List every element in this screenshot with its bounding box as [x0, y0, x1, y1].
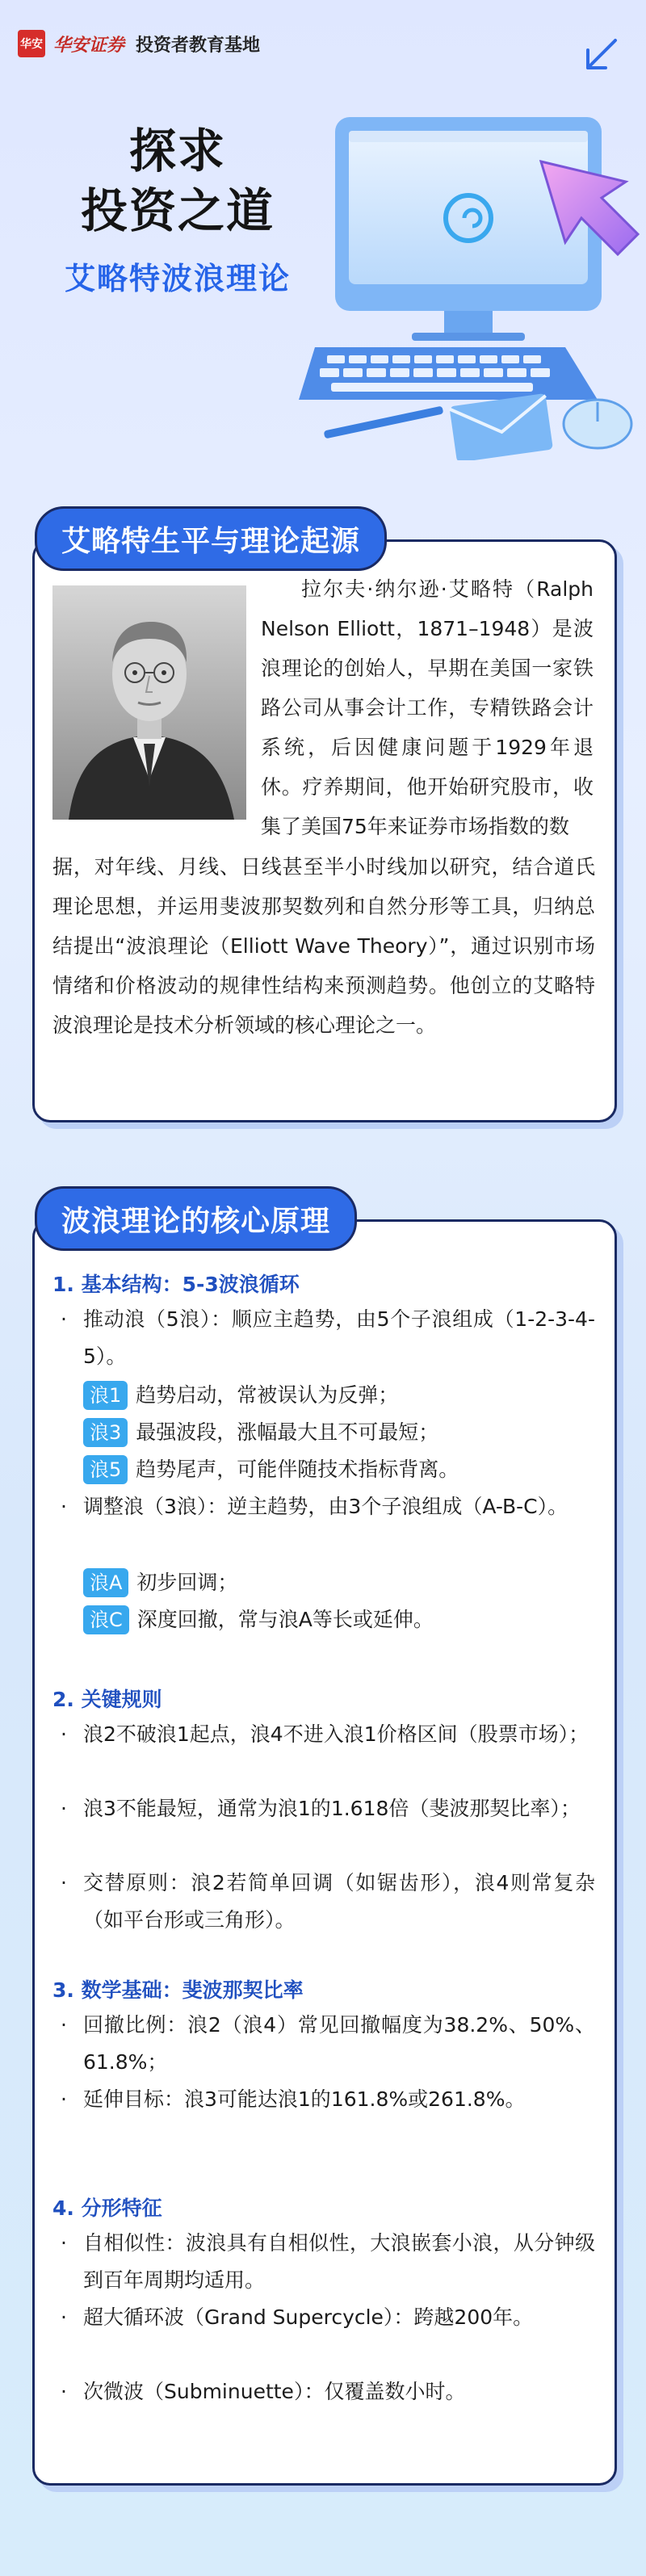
bullet-dot-icon: ·	[61, 2087, 67, 2111]
wave-1-text: 趋势启动，常被误认为反弹；	[136, 1383, 399, 1407]
brand-bar	[18, 27, 260, 60]
corrective-wave-text: 调整浪（3浪）：逆主趋势，由3个子浪组成（A-B-C）。	[83, 1495, 568, 1518]
wave-1-row	[83, 1377, 398, 1414]
hero-title-block	[32, 121, 323, 298]
elliott-bio-text-right: 拉尔夫·纳尔逊·艾略特（Ralph Nelson Elliott，1871–1948）是波浪理论的创始人，早期在美国一家铁路公司从事会计工作，专精铁路会计系统，后因健康问题于1929年退休。疗养期间，他开始研究股市，收集了美国75年来证券市场指数的数	[261, 577, 594, 838]
bullet-dot-icon: ·	[61, 2013, 67, 2037]
arrow-down-left-icon	[581, 36, 620, 74]
wave-3-text: 最强波段，涨幅最大且不可最短；	[136, 1420, 439, 1444]
list-item	[52, 2081, 595, 2118]
wave-5-row	[83, 1451, 459, 1488]
bullet-dot-icon: ·	[61, 2380, 67, 2403]
wave-principles-card	[32, 1204, 617, 2486]
bullet-dot-icon: ·	[61, 1307, 67, 1331]
wave-c-tag: 浪C	[83, 1605, 129, 1634]
bullet-dot-icon: ·	[61, 1495, 67, 1518]
wave-a-text: 初步回调；	[136, 1571, 238, 1594]
bullet-dot-icon: ·	[61, 1797, 67, 1820]
wave-a-tag: 浪A	[83, 1568, 128, 1597]
list-item	[52, 2373, 595, 2410]
bullet-dot-icon: ·	[61, 1871, 67, 1894]
brand-seal-text: 华安	[20, 38, 43, 51]
wave-c-text: 深度回撤，常与浪A等长或延伸。	[136, 1608, 434, 1631]
impulse-wave-text: 推动浪（5浪）：顺应主趋势，由5个子浪组成（1-2-3-4-5）。	[83, 1307, 595, 1368]
wave-5-tag: 浪5	[83, 1455, 128, 1484]
computer-illustration	[299, 105, 646, 460]
section-basic-structure-title: 1. 基本结构：5-3波浪循环	[52, 1273, 300, 1296]
wave-principles-heading: 波浪理论的核心原理	[35, 1186, 357, 1251]
wave-1-tag: 浪1	[83, 1381, 128, 1410]
section-fractal-title: 4. 分形特征	[52, 2196, 162, 2220]
wave-a-row	[83, 1564, 237, 1601]
brand-name: 华安证券	[53, 34, 125, 56]
elliott-bio-heading: 艾略特生平与理论起源	[35, 506, 387, 571]
brand-seal-logo	[18, 30, 45, 57]
wave-3-tag: 浪3	[83, 1418, 128, 1447]
bullet-dot-icon: ·	[61, 1722, 67, 1746]
list-item	[52, 2225, 595, 2299]
rule-2-text: 浪3不能最短，通常为浪1的1.618倍（斐波那契比率）；	[83, 1797, 581, 1820]
elliott-bio-text-full: 据，对年线、月线、日线甚至半小时线加以研究，结合道氏理论思想，并运用斐波那契数列和自然分形等工具，归纳总结提出“波浪理论（Elliott Wave Theory）”，通过识别市场情绪和价格波动的规律性结构来预测趋势。他创立的艾略特波浪理论是技术分析领域的核心理论之一。	[52, 855, 595, 1037]
list-item	[52, 1865, 595, 1939]
elliott-portrait-photo	[52, 585, 246, 820]
section-fibonacci-title: 3. 数学基础：斐波那契比率	[52, 1978, 304, 2002]
extension-text: 延伸目标：浪3可能达浪1的161.8%或261.8%。	[83, 2087, 526, 2111]
hero-subtitle: 艾略特波浪理论	[64, 261, 291, 296]
wave-5-text: 趋势尾声，可能伴随技术指标背离。	[136, 1458, 459, 1481]
subminuette-text: 次微波（Subminuette）：仅覆盖数小时。	[83, 2380, 466, 2403]
hero-title-line1: 探求	[128, 124, 226, 178]
wave-3-row	[83, 1414, 438, 1451]
retracement-text: 回撤比例：浪2（浪4）常见回撤幅度为38.2%、50%、61.8%；	[83, 2013, 595, 2074]
list-item	[52, 2007, 595, 2081]
bullet-dot-icon: ·	[61, 2305, 67, 2329]
brand-slogan: 投资者教育基地	[136, 35, 261, 56]
list-item	[52, 1716, 595, 1753]
bullet-dot-icon: ·	[61, 2231, 67, 2255]
grand-supercycle-text: 超大循环波（Grand Supercycle）：跨越200年。	[83, 2305, 534, 2329]
section-key-rules-title: 2. 关键规则	[52, 1688, 162, 1711]
list-item	[52, 1790, 595, 1827]
self-similarity-text: 自相似性：波浪具有自相似性，大浪嵌套小浪，从分钟级到百年周期均适用。	[83, 2231, 595, 2292]
rule-3-text: 交替原则：浪2若简单回调（如锯齿形），浪4则常复杂（如平台形或三角形）。	[83, 1871, 595, 1932]
wave-c-row	[83, 1601, 434, 1638]
list-item	[52, 2299, 595, 2336]
list-item	[52, 1301, 595, 1375]
elliott-bio-card	[32, 524, 617, 1122]
rule-1-text: 浪2不破浪1起点，浪4不进入浪1价格区间（股票市场）；	[83, 1722, 589, 1746]
hero-title-line2: 投资之道	[80, 183, 275, 238]
list-item	[52, 1488, 595, 1525]
